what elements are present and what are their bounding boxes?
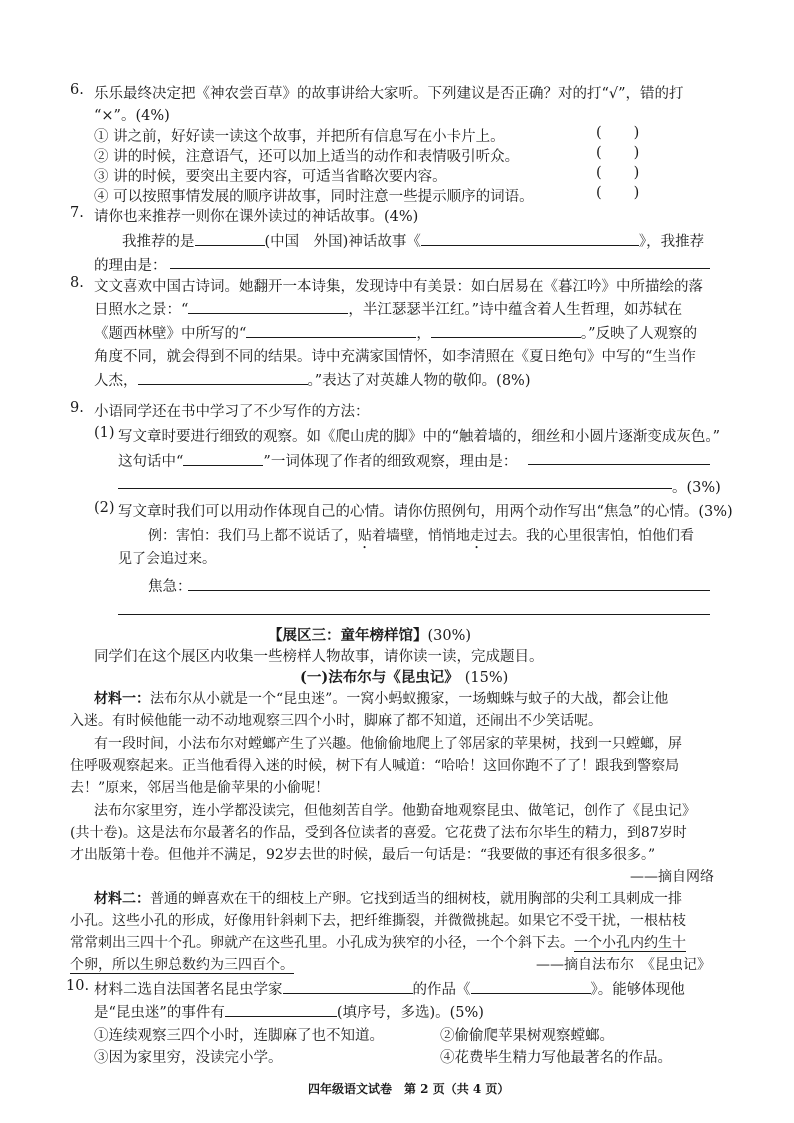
q7-prompt: 请你也来推荐一则你在课外读过的神话故事。(4%) — [94, 209, 419, 225]
q9-example-line1 — [148, 525, 694, 552]
material1-p3-line3: 才出版第十卷。但他并不满足，92岁去世的时候，最后一句话是：“我要做的事还有很多很多。” — [70, 847, 656, 863]
subsection-title-text: (一)法布尔与《昆虫记》 — [300, 669, 459, 686]
material1-p1-line1 — [94, 688, 668, 708]
material1-p3-line2: (共十卷)。这是法布尔最著名的作品，受到各位读者的喜爱。它花费了法布尔毕生的精力，到87岁时 — [70, 825, 687, 841]
q8-line5-b: 。”表达了对英雄人物的敬仰。(8%) — [307, 373, 531, 389]
q9-part1-line1: 写文章时要进行细致的观察。如《爬山虎的脚》中的“触着墙的，细丝和小圆片逐渐变成灰色。” — [118, 429, 721, 445]
material2-underlined-1: 一个小孔内约生十 — [574, 935, 686, 951]
q10-work-blank[interactable] — [471, 979, 591, 994]
q9-example-line2: 见了会追过来。 — [118, 551, 216, 567]
q7-line1 — [122, 230, 704, 251]
q6-answer-box-1[interactable]: ( ) — [596, 125, 640, 141]
q9-reason-blank-1[interactable] — [528, 464, 710, 465]
q6-answer-box-3[interactable]: ( ) — [596, 165, 640, 181]
q8-line2-a: 日照水之景：“ — [94, 302, 189, 318]
material1-p2-line2: 住呼吸观察起来。正当他看得入迷的时候，树下有人喊道：“哈哈！这回你跑不了了！跟我到警察局 — [70, 758, 680, 774]
q6-prompt-line2: “×”。(4%) — [94, 108, 170, 124]
q7-origin-blank[interactable] — [195, 231, 265, 246]
q9-part2-line1: 写文章时我们可以用动作体现自己的心情。请你仿照例句，用两个动作写出“焦急”的心情。(3%) — [118, 504, 733, 520]
material1-p2-line1: 有一段时间，小法布尔对螳螂产生了兴趣。他偷偷地爬上了邻居家的苹果树，找到一只螳螂，屏 — [94, 736, 682, 752]
q10-line2-b: (填序号，多选)。(5%) — [336, 1005, 484, 1021]
q7-text-b: (中国 外国)神话故事《 — [264, 234, 421, 250]
material1-p2-line3: 去！”原来，邻居当他是偷苹果的小偷呢！ — [70, 780, 330, 796]
q7-text-a: 我推荐的是 — [122, 234, 195, 250]
material2-line3-a: 常常刺出三四十个孔。卵就产在这些孔里。小孔成为狭窄的小径，一个个斜下去。 — [70, 935, 574, 951]
q9-example-dot1: 贴 — [358, 528, 372, 544]
material2-line4 — [70, 954, 294, 974]
q6-answer-box-4[interactable]: ( ) — [596, 185, 640, 201]
material1-source: ——摘自网络 — [630, 869, 714, 885]
q9-number: 9. — [70, 400, 84, 416]
q10-line1-a: 材料二选自法国著名昆虫学家 — [94, 982, 283, 998]
material2-label: 材料二： — [94, 891, 150, 907]
q10-option-2: ②偷偷爬苹果树观察螳螂。 — [440, 1028, 614, 1044]
q8-blank-2[interactable] — [246, 323, 416, 338]
q6-option-4: ④ 可以按照事情发展的顺序讲故事，同时注意一些提示顺序的词语。 — [94, 189, 534, 205]
q7-reason-label: 的理由是： — [94, 258, 167, 274]
q10-option-1: ①连续观察三四个小时，连脚麻了也不知道。 — [94, 1028, 384, 1044]
subsection-title — [300, 666, 508, 687]
q9-part1-line2-b: ”一词体现了作者的细致观察，理由是： — [263, 454, 518, 470]
q10-line1 — [94, 978, 685, 999]
section-title — [268, 624, 471, 645]
q10-line2 — [94, 1001, 484, 1022]
section-title-text: 【展区三：童年榜样馆】 — [268, 627, 428, 644]
q8-line3-b: ， — [416, 326, 431, 342]
q9-answer-blank-1[interactable] — [188, 590, 710, 591]
q9-prompt: 小语同学还在书中学习了不少写作的方法： — [94, 404, 370, 420]
q6-option-1: ① 讲之前，好好读一读这个故事，并把所有信息写在小卡片上。 — [94, 129, 505, 145]
q9-part1-line2-a: 这句话中“ — [118, 454, 184, 470]
material1-p1-text: 法布尔从小就是一个“昆虫迷”。一窝小蚂蚁搬家，一场蜘蛛与蚊子的大战，都会让他 — [150, 691, 669, 707]
q8-line3-c: 。”反映了人观察的 — [580, 326, 698, 342]
material2-line1 — [94, 888, 682, 908]
q6-number: 6. — [70, 82, 84, 98]
q8-line3 — [94, 322, 697, 343]
q7-reason-blank[interactable] — [170, 268, 710, 269]
material1-p3-line1: 法布尔家里穷，连小学都没读完，但他刻苦自学。他勤奋地观察昆虫、做笔记，创作了《昆虫记》 — [94, 803, 696, 819]
q8-blank-4[interactable] — [138, 370, 308, 385]
q8-line5-a: 人杰， — [94, 373, 138, 389]
q10-scientist-blank[interactable] — [283, 979, 413, 994]
section-intro: 同学们在这个展区内收集一些榜样人物故事，请你读一读，完成题目。 — [94, 649, 544, 665]
q8-blank-3[interactable] — [431, 323, 581, 338]
q10-line1-b: 的作品《 — [412, 982, 471, 998]
material1-p1-line2: 入迷。有时候他能一动不动地观察三四个小时，脚麻了都不知道，还闹出不少笑话呢。 — [70, 713, 602, 729]
q10-choice-blank[interactable] — [225, 1002, 337, 1017]
material2-line1-text: 普通的蝉喜欢在干的细枝上产卵。它找到适当的细树枝，就用胸部的尖利工具刺成一排 — [150, 891, 682, 907]
q9-reason-blank-2[interactable] — [118, 488, 672, 489]
material1-label: 材料一： — [94, 691, 150, 707]
q7-title-blank[interactable] — [421, 231, 639, 246]
q9-part2-label: (2) — [94, 500, 115, 516]
q9-part1-score: 。(3%) — [672, 480, 721, 496]
q6-option-2: ② 讲的时候，注意语气，还可以加上适当的动作和表情吸引听众。 — [94, 149, 520, 165]
material2-line3 — [70, 932, 686, 952]
q10-line2-a: 是“昆虫迷”的事件有 — [94, 1005, 225, 1021]
q6-answer-box-2[interactable]: ( ) — [596, 145, 640, 161]
q6-option-3: ③ 讲的时候，要突出主要内容，可适当省略次要内容。 — [94, 169, 447, 185]
page-footer: 四年级语文试卷 第 2 页（共 4 页） — [308, 1082, 510, 1096]
q8-line5 — [94, 369, 530, 390]
q10-option-4: ④花费毕生精力写他最著名的作品。 — [440, 1050, 672, 1066]
q9-part1-line2 — [118, 450, 517, 471]
q9-example-a: 例：害怕：我们马上都不说话了， — [148, 528, 358, 544]
q8-line2-b: ，半江瑟瑟半江红。”诗中蕴含着人生哲理，如苏轼在 — [348, 302, 683, 318]
q8-blank-1[interactable] — [188, 299, 348, 314]
q9-example-dot2: 走 — [470, 528, 484, 544]
q10-line1-c: 》。能够体现他 — [590, 982, 685, 998]
q9-word-blank[interactable] — [183, 451, 263, 466]
q8-line1: 文文喜欢中国古诗词。她翻开一本诗集，发现诗中有美景：如白居易在《暮江吟》中所描绘的落 — [94, 279, 703, 295]
q9-example-b: 着墙壁，悄悄地 — [372, 528, 470, 544]
q7-number: 7. — [70, 205, 84, 221]
q6-prompt-line1: 乐乐最终决定把《神农尝百草》的故事讲给大家听。下列建议是否正确？对的打“√”，错的打 — [94, 86, 684, 102]
q8-line2 — [94, 298, 682, 319]
material2-line2: 小孔。这些小孔的形成，好像用针斜刺下去，把纤维撕裂，并微微挑起。如果它不受干扰，一根枯枝 — [70, 913, 686, 929]
q9-example-c: 过去。我的心里很害怕，怕他们看 — [484, 528, 694, 544]
q8-line3-a: 《题西林壁》中所写的“ — [94, 326, 247, 342]
section-score: (30%) — [427, 628, 472, 644]
material2-source: ——摘自法布尔 《昆虫记》 — [536, 957, 711, 973]
subsection-score: (15%) — [464, 670, 509, 686]
q8-line4: 角度不同，就会得到不同的结果。诗中充满家国情怀，如李清照在《夏日绝句》中写的“生当作 — [94, 349, 696, 365]
material2-underlined-2: 个卵，所以生卵总数约为三四百个。 — [70, 957, 294, 973]
q7-text-c: 》，我推荐 — [638, 234, 705, 250]
q8-number: 8. — [70, 275, 84, 291]
q9-part1-label: (1) — [94, 425, 115, 441]
q9-answer-label: 焦急： — [148, 579, 192, 595]
q10-option-3: ③因为家里穷，没读完小学。 — [94, 1050, 283, 1066]
q9-answer-blank-2[interactable] — [118, 614, 710, 615]
q10-number: 10. — [66, 978, 90, 994]
